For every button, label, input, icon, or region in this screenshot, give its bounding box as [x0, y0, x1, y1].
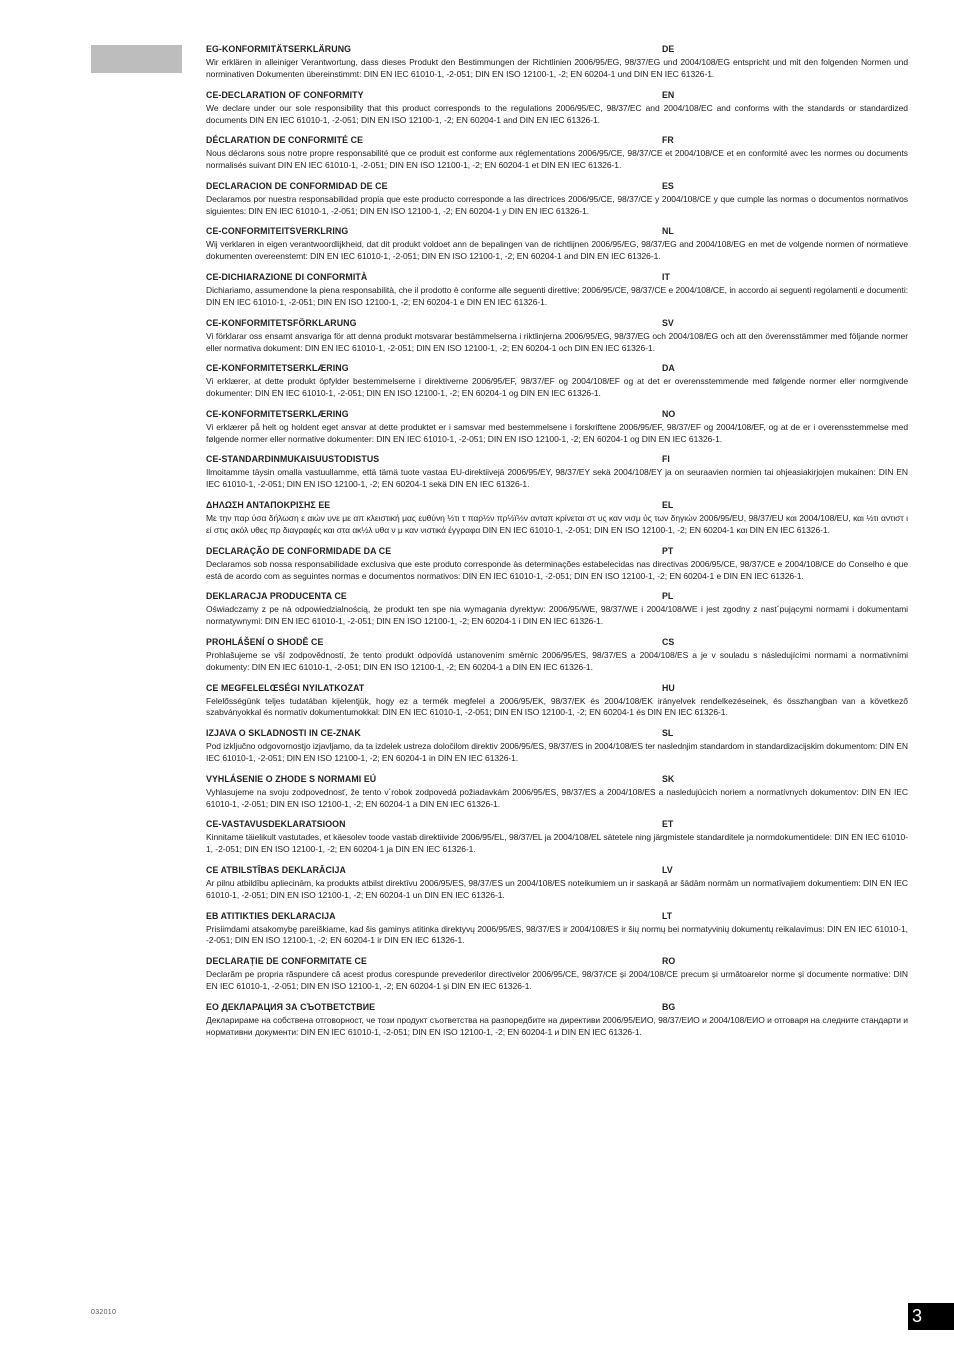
declaration-text: Declaramos sob nossa responsabilidade exclusiva que este produto corresponde às determinações estabelecidas nas directivas 2006/95/CE, 98/37/CE e 2004/108/CE do Conselho e que está de acordo com as seguintes normas e documentos normativos: DIN EN IEC 61010-1, -2-051; DIN EN ISO 12100-1, -2; EN 60204-1 e DIN EN IEC 61326-1. — [206, 558, 908, 581]
declaration-header — [206, 683, 908, 696]
declaration-header — [206, 135, 908, 148]
language-code: EL — [662, 500, 674, 511]
declaration-text: Prisiimdami atsakomybę pareiškiame, kad šis gaminys atitinka direktyvų 2006/95/ES, 98/37/ES ir 2004/108/ES ir šių normų bei normatyvinių dokumentų reikalavimus: DIN EN IEC 61010-1, -2-051; DIN EN ISO 12100-1, -2; EN 60204-1 ir DIN EN IEC 61326-1. — [206, 923, 908, 946]
declaration-ro — [206, 956, 908, 993]
language-code: BG — [662, 1001, 676, 1012]
declaration-sv — [206, 318, 908, 355]
declaration-text: Wir erklären in alleiniger Verantwortung, dass dieses Produkt den Bestimmungen der Richtlinien 2006/95/EG, 98/37/EG und 2004/108/EG entspricht und mit den folgenden Normen und norminativen Dokumenten übereinstimmt: DIN EN IEC 61010-1, -2-051; DIN EN ISO 12100-1, -2; EN 60204-1 und DIN EN IEC 61326-1. — [206, 57, 908, 79]
declaration-title: CE-KONFORMITETSERKLÆRING — [206, 363, 349, 374]
declaration-title: CE-VASTAVUSDEKLARATSIOON — [206, 819, 346, 830]
language-code: RO — [662, 956, 676, 967]
language-code: NO — [662, 408, 676, 419]
declaration-nl — [206, 226, 908, 263]
declaration-text: Ar pilnu atbildību apliecinām, ka produkts atbilst direktīvu 2006/95/ES, 98/37/ES un 2004/108/ES noteikumiem un ir saskaņā ar šādām normām un normatīvajiem dokumentiem: DIN EN IEC 61010-1, -2-051; DIN EN ISO 12100-1, -2; EN 60204-1 un DIN EN IEC 61326-1. — [206, 877, 908, 900]
declaration-it — [206, 272, 908, 309]
declaration-header — [206, 956, 908, 969]
declaration-title: CE-CONFORMITEITSVERKLRING — [206, 226, 349, 237]
section-marker-tab — [91, 45, 182, 73]
declaration-es — [206, 181, 908, 218]
declaration-en — [206, 90, 908, 127]
declaration-de — [206, 44, 908, 81]
declaration-pt — [206, 546, 908, 583]
declaration-el — [206, 500, 908, 537]
declaration-header — [206, 454, 908, 467]
declaration-et — [206, 819, 908, 856]
language-code: SV — [662, 317, 674, 328]
declaration-title: DÉCLARATION DE CONFORMITÉ CE — [206, 135, 364, 146]
declaration-header — [206, 819, 908, 832]
declaration-title: DECLARAÇÃO DE CONFORMIDADE DA CE — [206, 545, 392, 556]
language-code: NL — [662, 226, 674, 237]
declaration-title: CE ATBILSTĪBAS DEKLARĀCIJA — [206, 864, 346, 875]
declaration-text: We declare under our sole responsibility that this product corresponds to the regulations 2006/95/EC, 98/37/EC and 2004/108/EC and conforms with the standards or standardized documents DIN EN IEC 61010-1, -2-051; DIN EN ISO 12100-1, -2; EN 60204-1 and DIN EN IEC 61326-1. — [206, 102, 908, 125]
declaration-header — [206, 363, 908, 376]
language-code: DA — [662, 363, 675, 374]
language-code: ES — [662, 180, 674, 191]
declaration-text: Vi erklærer på helt og holdent eget ansvar at dette produktet er i samsvar med bestemmelsene i forskriftene 2006/95/EF, 98/37/EF og 2004/108/EF, og at de er i overensstemmelse med følgende normer eller normative dokumenter: DIN EN IEC 61010-1, -2-051; DIN EN ISO 12100-1, -2; EN 60204-1 og DIN EN IEC 61326-1. — [206, 421, 908, 444]
declaration-text: Wij verklaren in eigen verantwoordlijkheid, dat dit produkt voldoet ann de bepalingen van de richtlijnen 2006/95/EG, 98/37/EG and 2004/108/EG en met de volgende normen of normatieve dokumenten overeenstemt: DIN EN IEC 61010-1, -2-051; DIN EN ISO 12100-1, -2; EN 60204-1 and DIN EN IEC 61326-1. — [206, 239, 908, 262]
declaration-title: EG-KONFORMITÄTSERKLÄRUNG — [206, 44, 352, 54]
declaration-text: Vi erklærer, at dette produkt öpfylder bestemmelserne i direktiverne 2006/95/EF, 98/37/EF og 2004/108/EF og at det er overensstemmende med følgende normer eller normgivende dokumenter: DIN EN IEC 61010-1, -2-051; DIN EN ISO 12100-1, -2; EN 60204-1 og DIN EN IEC 61326-1. — [206, 376, 908, 399]
language-code: LV — [662, 864, 673, 875]
declaration-header — [206, 272, 908, 285]
declaration-header — [206, 546, 908, 559]
declaration-header — [206, 865, 908, 878]
declaration-text: Kinnitame täielikult vastutades, et käesolev toode vastab direktiivide 2006/95/EL, 98/37/EL ja 2004/108/EL sätetele ning järgmistele standarditele ja normdokumentidele: DIN EN IEC 61010-1, -2-051; DIN EN ISO 12100-1, -2; EN 60204-1 ja DIN EN IEC 61326-1. — [206, 832, 908, 855]
declaration-title: DECLARAȚIE DE CONFORMITATE CE — [206, 956, 367, 967]
declaration-title: IZJAVA O SKLADNOSTI IN CE-ZNAK — [206, 728, 361, 739]
declaration-text: Declarăm pe propria răspundere că acest produs corespunde prevederilor directivelor 2006/95/CE, 98/37/CE și 2004/108/CE precum și urmǎtoarelor norme și documente normative: DIN EN IEC 61010-1, -2-051; DIN EN ISO 12100-1, -2; EN 60204-1 și DIN EN IEC 61326-1. — [206, 969, 908, 992]
declaration-title: CE-DECLARATION OF CONFORMITY — [206, 89, 364, 100]
language-code: EN — [662, 89, 675, 100]
declaration-title: VYHLÁSENIE O ZHODE S NORMAMI EÚ — [206, 773, 377, 784]
declaration-title: CE-DICHIARAZIONE DI CONFORMITÀ — [206, 272, 368, 283]
language-code: SK — [662, 773, 675, 784]
declaration-header — [206, 181, 908, 194]
declaration-text: Prohlašujeme se vší zodpovědností, že tento produkt odpovídá ustanovením směrnic 2006/95/ES, 98/37/ES a 2004/108/ES a je v souladu s následujícími normami a normativními dokumenty: DIN EN IEC 61010-1, -2-051; DIN EN ISO 12100-1, -2; EN 60204-1 a DIN EN IEC 61326-1. — [206, 649, 908, 672]
language-code: HU — [662, 682, 675, 693]
declaration-fr — [206, 135, 908, 172]
language-code: IT — [662, 272, 670, 283]
declaration-pl — [206, 591, 908, 628]
declaration-header — [206, 44, 908, 57]
language-code: PL — [662, 591, 674, 602]
declaration-lv — [206, 865, 908, 902]
declaration-text: Декларираме на собствена отговорност, че този продукт съответства на разпоредбите на директиви 2006/95/ЕИО, 98/37/ЕИО и 2004/108/ЕИО и отговаря на следните стандарти и нормативни документи: DIN EN IEC 61010-1, -2-051; DIN EN ISO 12100-1, -2; EN 60204-1 и DIN EN IEC 61326-1. — [206, 1014, 908, 1037]
declaration-text: Nous déclarons sous notre propre responsabilité que ce produit est conforme aux réglementations 2006/95/CE, 98/37/CE et 2004/108/CE et en conformité avec les normes ou documents normalisés suivant DIN EN IEC 61010-1, -2-051; DIN EN ISO 12100-1, -2; EN 60204-1 et DIN EN IEC 61326-1. — [206, 148, 908, 171]
declaration-title: CE-KONFORMITETSFÖRKLARUNG — [206, 317, 357, 328]
declaration-title: PROHLÁŠENÍ O SHODĚ CE — [206, 636, 324, 647]
declaration-title: DECLARACION DE CONFORMIDAD DE CE — [206, 180, 388, 191]
declaration-header — [206, 774, 908, 787]
language-code: FI — [662, 454, 670, 465]
language-code: CS — [662, 636, 675, 647]
declaration-title: ЕО ДЕКЛАРАЦИЯ ЗА СЪОТВЕТСТВИЕ — [206, 1001, 376, 1012]
page-number: 3 — [908, 1303, 954, 1330]
declaration-text: Με την παρ ύσα δήλωση ε αιών υνε με απ κλειστική μας ευθύνη ½τι τ παρ½ν πρ½ï½ν ανταπ κρίνεται στ υς καν νισμ ύς των δηγιών 2006/95/EU, 98/37/EU και 2004/108/EU, και ½τι αντιστ ι εί στις ακόλ υθες πρ διαγραφές και στα ακ½λ υθα ν μ καν νιστικά έγγραφα DIN EN IEC 61010-1, -2-051; DIN EN ISO 12100-1, -2; EN 60204-1 και DIN EN IEC 61326-1. — [206, 513, 908, 535]
document-code: 032010 — [91, 1309, 117, 1316]
declaration-header — [206, 226, 908, 239]
declaration-title: CE-KONFORMITETSERKLÆRING — [206, 408, 349, 419]
declaration-da — [206, 363, 908, 400]
language-code: LT — [662, 910, 673, 921]
declarations-list — [206, 44, 908, 1047]
declaration-header — [206, 409, 908, 422]
declaration-header — [206, 637, 908, 650]
declaration-title: ΔΗΛΩΣΗ ΑΝΤΑΠΟΚΡΙΣΗΣ ΕΕ — [206, 500, 331, 511]
declaration-text: Ilmoitamme täysin omalla vastuullamme, että tämä tuote vastaa EU-direktiivejä 2006/95/EY, 98/37/EY sekä 2004/108/EY ja on seuraavien normien tai ohjeasiakirjojen mukainen: DIN EN IEC 61010-1, -2-051; DIN EN ISO 12100-1, -2; EN 60204-1 sekä DIN EN IEC 61326-1. — [206, 467, 908, 490]
declaration-header — [206, 318, 908, 331]
declaration-text: Pod izključno odgovornostjo izjavljamo, da ta izdelek ustreza določilom direktiv 2006/95/ES, 98/37/ES in 2004/108/ES ter naslednjim standardom in standardizacijskim dokumentom: DIN EN IEC 61010-1, -2-051; DIN EN ISO 12100-1, -2; EN 60204-1 in DIN EN IEC 61326-1. — [206, 741, 908, 764]
language-code: FR — [662, 135, 674, 146]
declaration-text: Dichiariamo, assumendone la piena responsabilità, che il prodotto è conforme alle seguenti direttive: 2006/95/CE, 98/37/CE e 2004/108/CE, in accordo ai seguenti regolamenti e documenti: DIN EN IEC 61010-1, -2-051; DIN EN ISO 12100-1, -2; EN 60204-1 e DIN EN IEC 61326-1. — [206, 285, 908, 307]
declaration-header — [206, 90, 908, 103]
declaration-sk — [206, 774, 908, 811]
language-code: DE — [662, 44, 675, 54]
declaration-fi — [206, 454, 908, 491]
declaration-title: CE MEGFELELŒSÉGI NYILATKOZAT — [206, 682, 365, 693]
declaration-title: EB ATITIKTIES DEKLARACIJA — [206, 910, 336, 921]
language-code: PT — [662, 545, 674, 556]
declaration-hu — [206, 683, 908, 720]
declaration-header — [206, 591, 908, 604]
declaration-sl — [206, 728, 908, 765]
declaration-title: CE-STANDARDINMUKAISUUSTODISTUS — [206, 454, 380, 465]
declaration-lt — [206, 911, 908, 948]
declaration-text: Vyhlasujeme na svoju zodpovednosť, že tento v´robok zodpovedá požiadavkám 2006/95/ES, 98/37/ES a 2004/108/ES a nasledujúcich noriem a normatívnych dokumentov: DIN EN IEC 61010-1, -2-051; DIN EN ISO 12100-1, -2; EN 60204-1 a DIN EN IEC 61326-1. — [206, 786, 908, 809]
declaration-text: Vi förklarar oss ensamt ansvariga för att denna produkt motsvarar bestämmelserna i riktlinjerna 2006/95/EG, 98/37/EG och 2004/108/EG och att den överensstämmer med följande normer eller normativa dokument: DIN EN IEC 61010-1, -2-051; DIN EN ISO 12100-1, -2; EN 60204-1 och DIN EN IEC 61326-1. — [206, 330, 908, 353]
declaration-no — [206, 409, 908, 446]
declaration-header — [206, 1002, 908, 1015]
declaration-header — [206, 728, 908, 741]
declaration-text: Felelősségünk teljes tudatában kijelentjük, hogy ez a termék megfelel a 2006/95/EK, 98/37/EK és 2004/108/EK irányelvek rendelkezéseinek, és összhangban van a következő szabványokkal és normatív dokumentumokkal: DIN EN IEC 61010-1, -2-051; DIN EN ISO 12100-1, -2; EN 60204-1 és DIN EN IEC 61326-1. — [206, 695, 908, 718]
language-code: ET — [662, 819, 674, 830]
declaration-title: DEKLARACJA PRODUCENTA CE — [206, 591, 347, 602]
declaration-header — [206, 911, 908, 924]
declaration-text: Declaramos por nuestra responsabilidad propia que este producto corresponde a las directrices 2006/95/CE, 98/37/CE y 2004/108/CE y que cumple las normas o documentos normativos siguientes: DIN EN IEC 61010-1, -2-051; DIN EN ISO 12100-1, -2; EN 60204-1 y DIN EN IEC 61326-1. — [206, 193, 908, 216]
declaration-cs — [206, 637, 908, 674]
declaration-bg — [206, 1002, 908, 1039]
declaration-header — [206, 500, 908, 513]
declaration-text: Oświadczamy z pe nà odpowiedzialnością, że produkt ten spe nia wymagania dyrektyw: 2006/95/WE, 98/37/WE i 2004/108/WE i jest zgodny z nast´pującymi normami i dokumentami normatywnymi: DIN EN IEC 61010-1, -2-051; DIN EN ISO 12100-1, -2; EN 60204-1 i DIN EN IEC 61326-1. — [206, 604, 908, 627]
language-code: SL — [662, 728, 674, 739]
